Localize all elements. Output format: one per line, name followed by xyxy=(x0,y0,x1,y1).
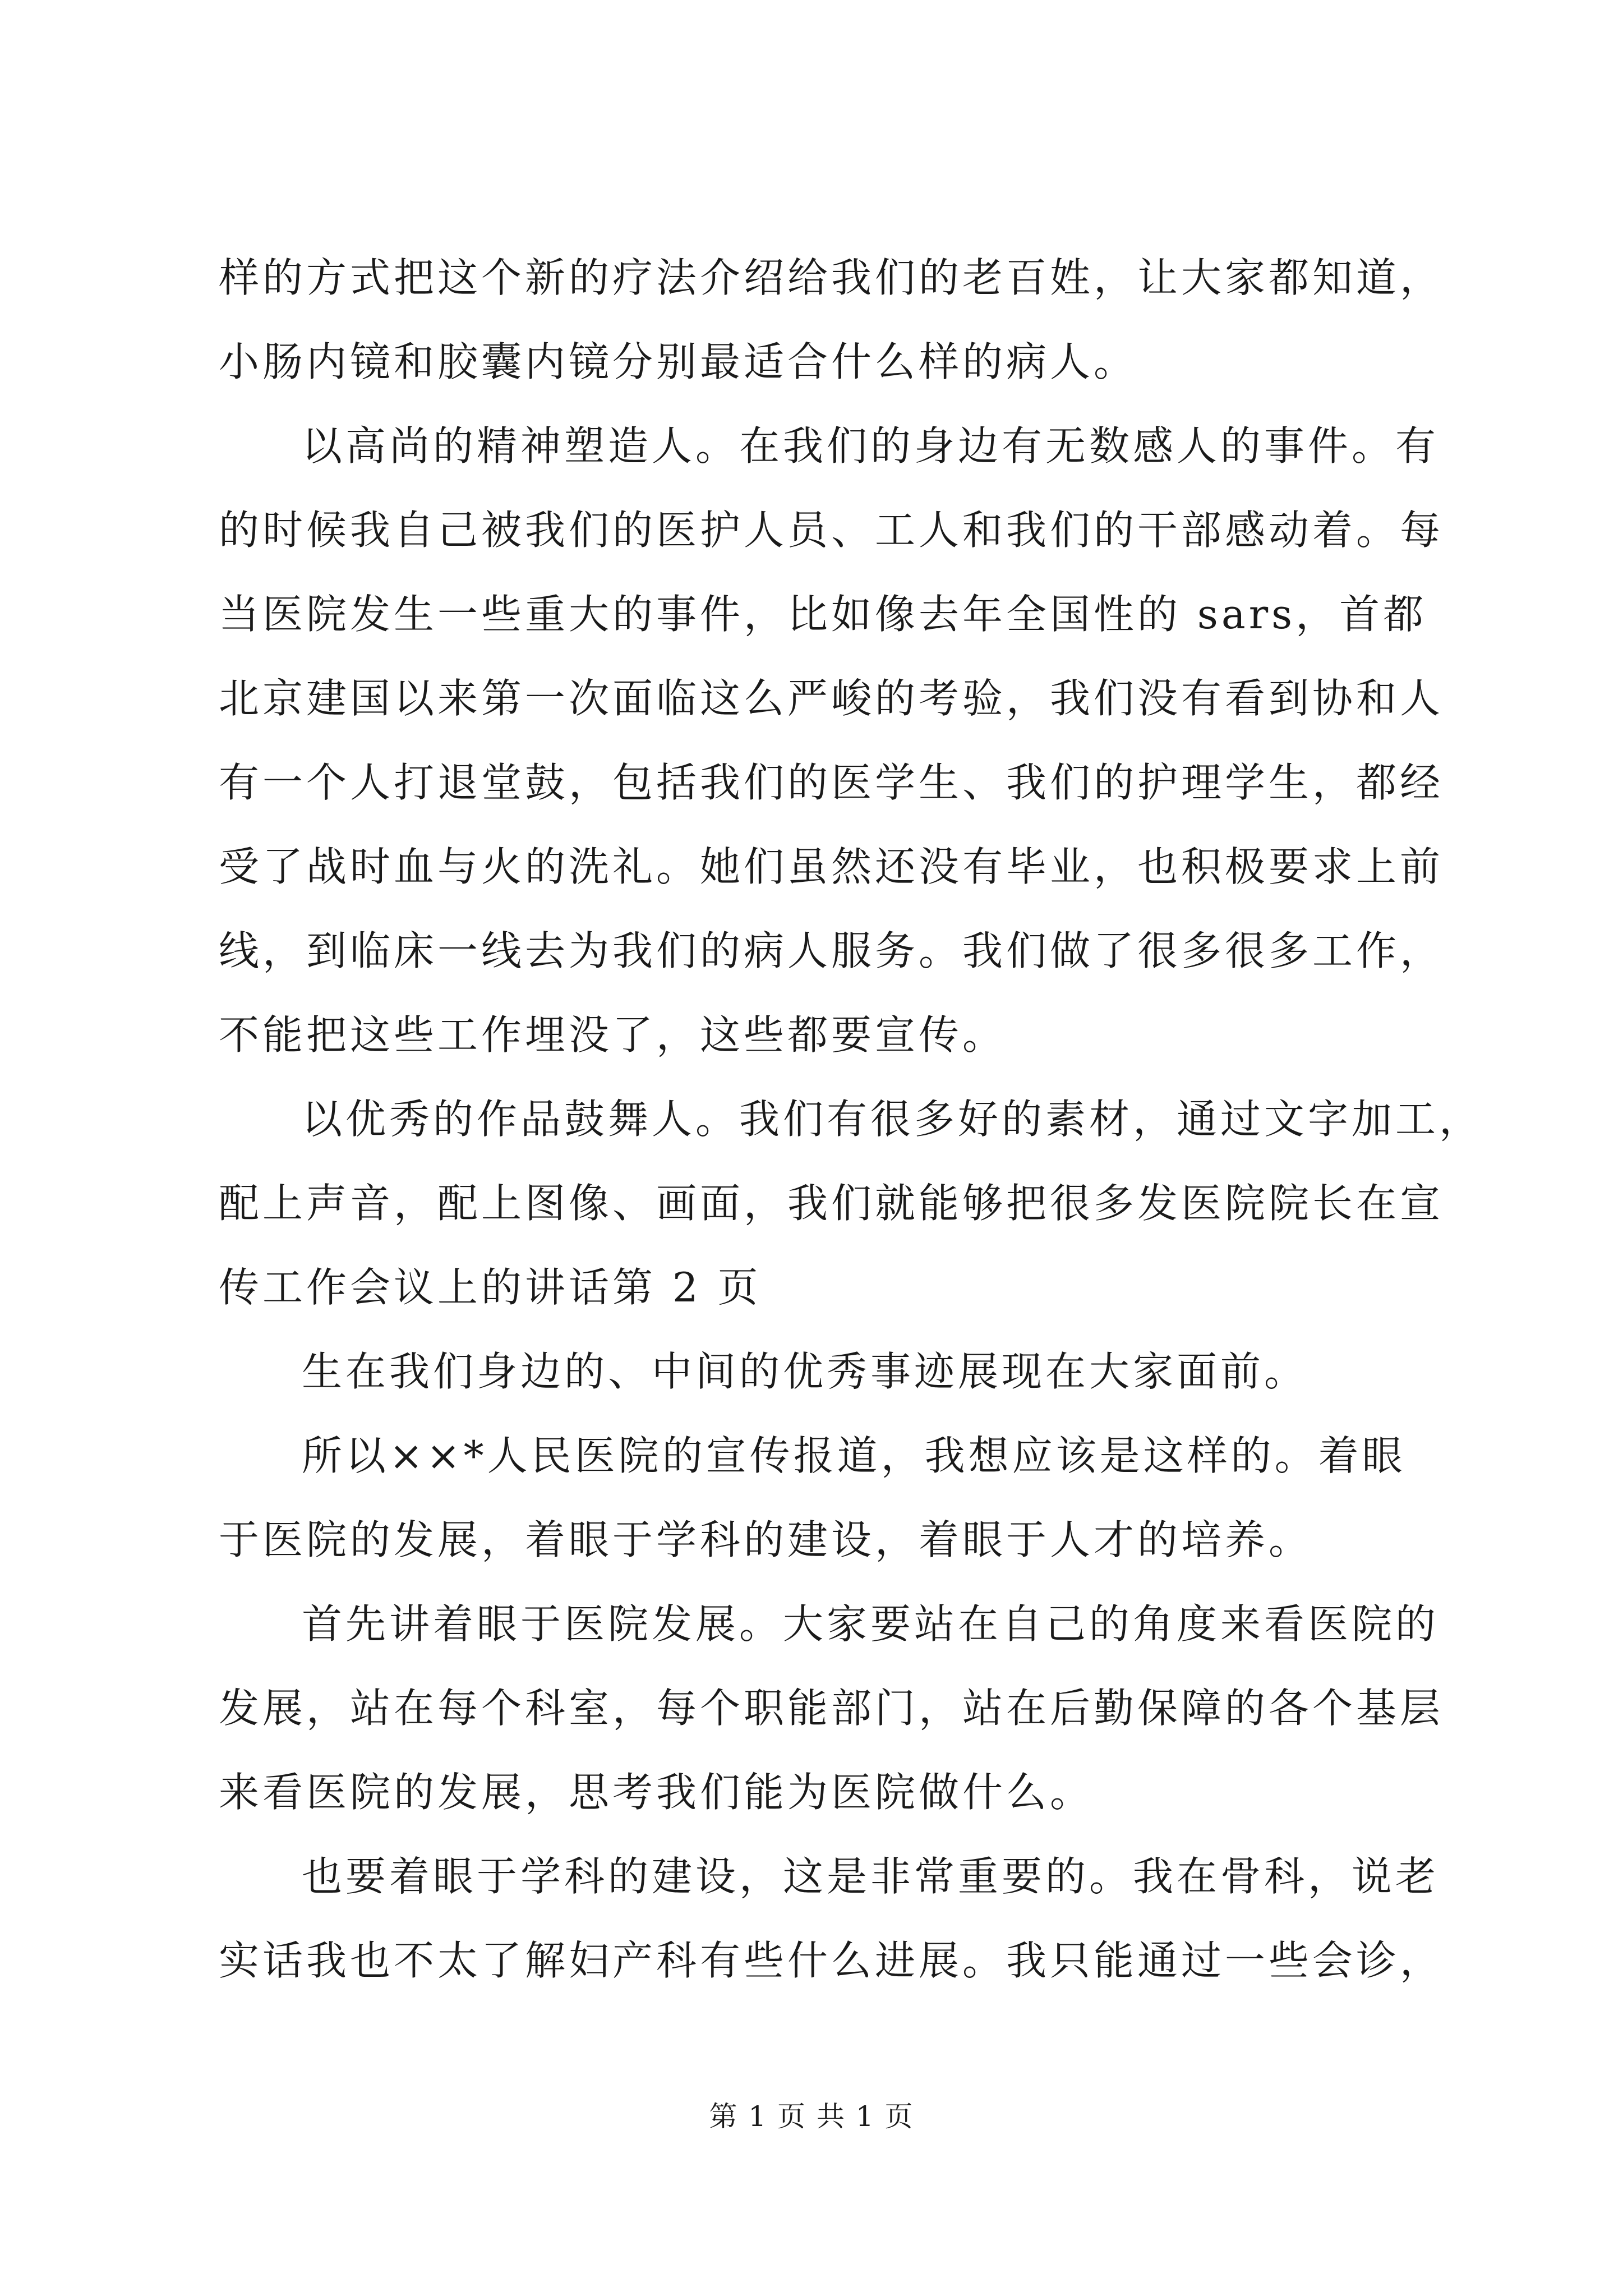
text-line: 发展，站在每个科室，每个职能部门，站在后勤保障的各个基层 xyxy=(219,1685,1444,1732)
text-line: 有一个人打退堂鼓，包括我们的医学生、我们的护理学生，都经 xyxy=(219,759,1444,806)
text-line: 样的方式把这个新的疗法介绍给我们的老百姓，让大家都知道， xyxy=(219,254,1444,301)
paragraph-start-line: 以高尚的精神塑造人。在我们的身边有无数感人的事件。有 xyxy=(302,422,1440,470)
paragraph-start-line: 所以××*人民医院的宣传报道，我想应该是这样的。着眼 xyxy=(302,1432,1406,1479)
text-line: 北京建国以来第一次面临这么严峻的考验，我们没有看到协和人 xyxy=(219,675,1444,722)
text-line: 受了战时血与火的洗礼。她们虽然还没有毕业，也积极要求上前 xyxy=(219,843,1444,890)
text-line: 小肠内镜和胶囊内镜分别最适合什么样的病人。 xyxy=(219,338,1138,385)
text-line: 实话我也不太了解妇产科有些什么进展。我只能通过一些会诊， xyxy=(219,1937,1444,1984)
text-line: 当医院发生一些重大的事件，比如像去年全国性的 sars，首都 xyxy=(219,591,1427,638)
text-line: 于医院的发展，着眼于学科的建设，着眼于人才的培养。 xyxy=(219,1516,1313,1563)
paragraph-start-line: 生在我们身边的、中间的优秀事迹展现在大家面前。 xyxy=(302,1348,1308,1395)
page-footer: 第 1 页 共 1 页 xyxy=(709,2100,914,2133)
body-text xyxy=(219,236,1483,2003)
text-line: 配上声音，配上图像、画面，我们就能够把很多发医院院长在宣 xyxy=(219,1180,1444,1227)
paragraph-start-line: 首先讲着眼于医院发展。大家要站在自己的角度来看医院的 xyxy=(302,1600,1440,1648)
text-line: 传工作会议上的讲话第 2 页 xyxy=(219,1264,762,1311)
text-line: 线，到临床一线去为我们的病人服务。我们做了很多很多工作， xyxy=(219,927,1444,974)
paragraph-start-line: 以优秀的作品鼓舞人。我们有很多好的素材，通过文字加工， xyxy=(302,1096,1483,1143)
text-line: 不能把这些工作埋没了，这些都要宣传。 xyxy=(219,1011,1007,1059)
paragraph-start-line: 也要着眼于学科的建设，这是非常重要的。我在骨科，说老 xyxy=(302,1853,1440,1900)
text-line: 的时候我自己被我们的医护人员、工人和我们的干部感动着。每 xyxy=(219,507,1444,554)
text-line: 来看医院的发展，思考我们能为医院做什么。 xyxy=(219,1769,1094,1816)
